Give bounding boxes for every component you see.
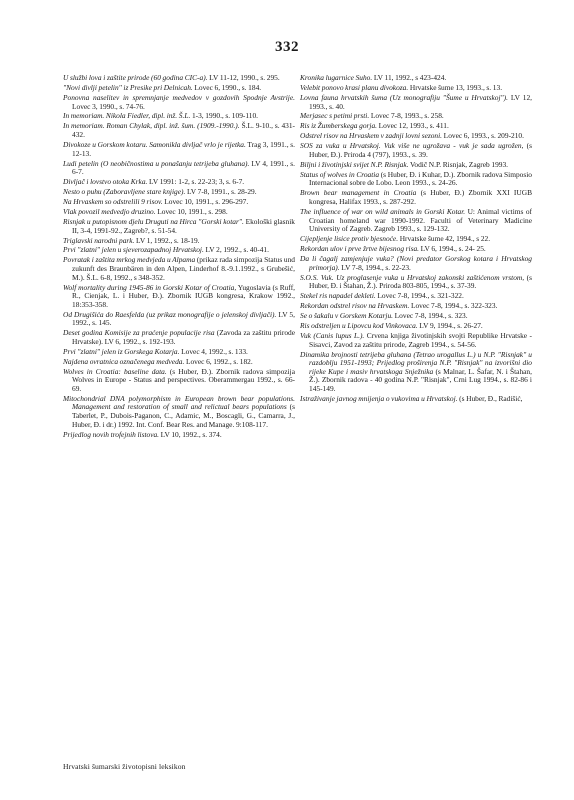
entry-reference: (s Huber, Đ.). Zbornik radova simpozija Wolves in Europe - Status and perspectives. Oberammergau 1992., s. 66-69. — [72, 366, 295, 393]
bibliography-entry — [63, 198, 295, 207]
entry-reference: LV 11, 1992., s 423-424. — [372, 73, 447, 82]
entry-reference: 1-3, 1990., s. 109-110. — [190, 111, 259, 121]
entry-reference: Lovec 7-8, 1994., s. 322-323. — [409, 301, 498, 311]
bibliography-entry — [63, 160, 295, 177]
bibliography-entry — [300, 235, 532, 244]
bibliography-entry — [300, 351, 532, 394]
entry-reference: Lovec 6, 1990., s. 184. — [192, 82, 262, 92]
bibliography-entry — [63, 395, 295, 429]
entry-reference: LV 9, 1994., s. 26-27. — [417, 321, 483, 331]
entry-reference: (s Huber, Đ. i Štahan, Ž.). Priroda 803-805, 1994., s. 37-39. — [309, 272, 532, 291]
entry-title: Deset godina Komisije za praćenje populacije risa — [63, 328, 215, 338]
bibliography-entry — [63, 256, 295, 282]
entry-reference: (s Huber, Đ., Radišić, — [457, 393, 523, 403]
entry-reference: Lovec 10, 1991., s. 296-297. — [162, 197, 249, 207]
entry-reference: LV 2, 1992., s. 40-41. — [203, 245, 269, 255]
entry-title: Od Drugišića do Raesfelda (uz prikaz monografije o jelenskoj divljači). — [63, 309, 277, 319]
bibliography-entry — [300, 122, 532, 131]
bibliography-entry — [63, 141, 295, 158]
entry-reference: Lovec 7-8, 1993., s. 258. — [369, 111, 444, 121]
entry-title: Da li čagalj zamjenjuje vuka? (Novi predator Gorskog kotara i Hrvatskog primorja). — [300, 254, 532, 272]
bibliography-entry — [63, 358, 295, 367]
entry-reference: LV 7-8, 1994., s. 22-23. — [339, 262, 411, 272]
bibliography-entry — [300, 292, 532, 301]
entry-title: Wolves in Croatia: baseline data. — [63, 366, 167, 376]
entry-reference: Lovec 4, 1992., s. 133. — [179, 346, 248, 356]
entry-reference: Yugoslavia (s Ruff, R., Cienjak, L. i Huber, Đ.). Zbornik IUGB kongresa, Krakow 1992., 18:353-358. — [72, 282, 296, 309]
bibliography-entry — [300, 274, 532, 291]
entry-title: S.O.S. Vuk. Uz proglasenje vuka u Hrvatskoj zakonski zaštićenom vrstom, — [300, 272, 525, 282]
entry-reference: Lovec 6, 1992., s. 182. — [184, 356, 253, 366]
entry-reference: (Zavoda za zaštitu prirode Hrvatske). LV 6, 1992., s. 192-193. — [72, 328, 295, 346]
bibliography-entry — [300, 245, 532, 254]
entry-reference: (s Huber, Đ.) Zbornik XXI IUGB kongresa, Halifax 1993., s. 287-292. — [309, 188, 532, 207]
entry-title: Biljni i životinjski svijet N.P. Risnjak. — [300, 159, 409, 169]
bibliography-entry — [63, 218, 295, 235]
entry-reference: Lovec 12, 1993., s. 411. — [377, 121, 449, 131]
bibliography-entry — [63, 188, 295, 197]
entry-reference: Lovec 6, 1993., s. 209-210. — [442, 131, 524, 141]
bibliography-entry — [63, 178, 295, 187]
entry-title: Risnjak u putopisnom djelu Druguti na Hirca "Gorski kotar". — [63, 216, 244, 226]
bibliography-entry — [63, 237, 295, 246]
bibliography-entry — [63, 284, 295, 310]
entry-title: Rekordan odstrel risov na Hrvaskem. — [300, 301, 410, 311]
entry-reference: LV 7-8, 1991., s. 28-29. — [185, 187, 257, 197]
entry-reference: LV 5, 1992., s. 145. — [72, 309, 295, 328]
entry-title: Mitochondrial DNA polymorphism in European brown bear populations. Management and restoration of small and relictual bears populations — [63, 393, 295, 412]
entry-title: "Novi divlji petelin" iz Presike pri Delnicah. — [63, 82, 193, 92]
entry-title: Lovna fauna hrvatskih šuma (Uz monografiju "Šume u Hrvatskoj"). — [300, 92, 508, 102]
entry-title: Na Hrvaskem so odstrelili 9 risov. — [63, 197, 163, 207]
bibliography-entry — [63, 311, 295, 328]
entry-title: In memoriam. Roman Chylak, dipl. inž. šum. (1909.-1990.). — [63, 121, 240, 131]
entry-reference: LV 4, 1991., s. 6-7. — [72, 158, 296, 177]
entry-reference: Lovec 7-8, 1994., s. 321-322. — [375, 291, 464, 301]
entry-reference: U: Animal victims of Croatian homeland war 1990-1992. Faculti of Veterinary Madicine University of Zagreb. Zagreb 1993., s. 129-132. — [309, 207, 532, 234]
entry-reference: (s Huber, Đ. i Kuhar, D.). Zbornik radova Simposio Internacional sobre de Lobo. Leon 1993., s. 24-26. — [309, 169, 532, 188]
entry-reference: Hrvatske šume 42, 1994., s 22. — [398, 234, 491, 244]
entry-title: Se o šakalu v Gorskem Kotarju. — [300, 311, 394, 321]
entry-reference: Lovec 10, 1991., s. 298. — [155, 207, 228, 216]
bibliography-entry — [63, 246, 295, 255]
bibliography-entry — [63, 84, 295, 93]
entry-title: In memoriam. Nikola Fiedler, dipl. inž. Š.L. — [63, 111, 191, 121]
entry-title: Divljač i lovstvo otoka Krka. — [63, 177, 148, 187]
bibliography-entry — [63, 94, 295, 111]
entry-title: Ludi petelin (O neobičnostima u ponašanju tetrijeba gluhana). — [63, 158, 250, 168]
entry-title: Prvi "zlatni" jelen u sjeverozapadnoj Hrvatskoj. — [63, 245, 204, 255]
bibliography-entry — [300, 84, 532, 93]
entry-title: The influence of war on wild animals in Gorski Kotar. — [300, 207, 466, 216]
entry-reference: Crvena knjiga životinjskih svojti Republike Hrvatske - Sisavci, Zavod za zaštitu prirode, Zagreb 1994., s. 54-56. — [309, 331, 532, 349]
entry-title: Prijedlog novih trofejnih listova. — [63, 429, 160, 439]
entry-title: Ris odstreljen u Lipovcu kod Vinkovaca. — [300, 321, 418, 331]
bibliography-entry — [300, 208, 532, 234]
bibliography-entry — [63, 208, 295, 217]
bibliography-entry — [300, 161, 532, 170]
bibliography-entry — [300, 94, 532, 111]
entry-reference: LV 10, 1992., s. 374. — [159, 429, 222, 439]
entry-reference: LV 1991: 1-2, s. 22-23; 3, s. 6-7. — [147, 177, 245, 187]
entry-reference: (s Taberlet, P., Dubois-Paganon, C., Adamic, M., Boscagli, G., Camarra, J., Huber, Đ. i dr.) 1992. Int. Conf. Bear Res. and Manage. 9:108-117. — [72, 402, 295, 429]
entry-title: Wolf mortality during 1945-86 in Gorski Kotar of Croatia, — [63, 282, 237, 292]
entry-title: Istraživanje javnog mnijenja o vukovima u Hrvatskoj. — [300, 393, 458, 403]
entry-title: Triglavski narodni park. — [63, 235, 135, 245]
entry-title: Divokoze u Gorskom kotaru. Samonikla divljač vrlo je rijetka. — [63, 140, 246, 149]
entry-title: Nesto o puhu (Zaboravljene stare knjige). — [63, 187, 186, 197]
entry-reference: Vodič N.P. Risnjak, Zagreb 1993. — [408, 159, 509, 169]
bibliography-entry — [300, 189, 532, 206]
entry-reference: LV 1, 1992., s. 18-19. — [134, 235, 200, 245]
bibliography-entry — [63, 431, 295, 440]
entry-title: U službi lova i zaštite prirode (60 godina CIC-a). — [63, 73, 208, 82]
entry-title: Merjasec s petimi prsti. — [300, 111, 370, 121]
entry-title: Odstrel risov na Hrvaskem v zadnji lovni sezoni. — [300, 131, 443, 141]
entry-title: Ponovna naselitev in spremnjanje medvedov v gozdovih Spodnje Avstrije. — [63, 92, 295, 102]
bibliography-entry — [300, 255, 532, 272]
entry-reference: Trag 3, 1991., s. 12-13. — [72, 140, 295, 158]
right-column — [300, 74, 532, 405]
entry-title: Dinamika brojnosti tetrijeba gluhana (Tetrao urogallus L.) u N.P. "Risnjak" u razdoblju 1951-1993; Prijedlog proširenja N.P. "Risnjak" na izvorišni dio rijeke Kupe i masiv hrvatskoga Snježnika — [300, 349, 532, 376]
bibliography-entry — [63, 112, 295, 121]
entry-title: Velebit ponovo krasi planu divokoza. — [300, 82, 409, 92]
bibliography-entry — [300, 322, 532, 331]
entry-title: Rekordan ulov i prve žrtve bijesnog risa. — [300, 244, 420, 254]
entry-reference: LV 12, 1993., s. 40. — [309, 92, 532, 111]
bibliography-entry — [300, 112, 532, 121]
bibliography-entry — [63, 122, 295, 139]
entry-title: Prvi "zlatni" jelen iz Gorskega Kotarja. — [63, 346, 180, 356]
entry-title: Stekel ris napadel dekleti. — [300, 291, 376, 301]
bibliography-entry — [300, 312, 532, 321]
bibliography-entry — [300, 171, 532, 188]
entry-title: Vlak povozil medvedjo druzino. — [63, 207, 156, 216]
entry-reference: Ekološki glasnik II, 3-4, 1991-92., Zagreb?, s. 51-54. — [72, 216, 295, 235]
bibliography-entry — [63, 74, 295, 83]
left-column — [63, 74, 295, 441]
bibliography-entry — [300, 142, 532, 159]
bibliography-entry — [300, 302, 532, 311]
entry-reference: (s Malnar, L. Šafar, N. i Štahan, Ž.). Zbornik radova - 40 godina N.P. "Risnjak", Crni Lug 1994., s. 82-86 i 145-149. — [309, 366, 532, 393]
bibliography-entry — [300, 74, 532, 83]
bibliography-entry — [300, 132, 532, 141]
entry-reference: LV 11-12, 1990., s. 295. — [207, 73, 280, 82]
bibliography-entry — [63, 329, 295, 346]
entry-title: Brown bear management in Croatia — [300, 188, 417, 198]
entry-reference: LV 6, 1994., s. 24- 25. — [419, 244, 486, 254]
entry-reference: Hrvatske šume 13, 1993., s. 13. — [408, 82, 503, 92]
bibliography-entry — [300, 332, 532, 349]
entry-title: SOS za vuka u Hrvatskoj. Vuk više ne ugrožava - vuk je sada ugrožen, — [300, 141, 524, 151]
entry-title: Kronika lugarnice Suho. — [300, 73, 373, 82]
entry-title: Najdena ovratnica označenega medveda. — [63, 356, 185, 366]
entry-reference: Lovec 3, 1990., s. 74-76. — [72, 101, 145, 111]
entry-reference: (s Huber, Đ.). Priroda 4 (797), 1993., s. 39. — [309, 141, 532, 159]
bibliography-entry — [63, 348, 295, 357]
entry-reference: Lovec 7-8, 1994., s. 323. — [393, 311, 468, 321]
entry-title: Cijepljenje lisice protiv bjesnoće. — [300, 234, 399, 244]
bibliography-entry — [300, 395, 532, 404]
entry-title: Vuk (Canis lupus L.). — [300, 331, 365, 341]
entry-title: Povratak i zaštita mrkog medvjeda u Alpama — [63, 255, 196, 265]
entry-title: Status of wolves in Croatia — [300, 169, 380, 179]
entry-title: Ris iz Žumberskega gorja. — [300, 121, 378, 131]
footer-title: Hrvatski šumarski životopisni leksikon — [63, 762, 186, 771]
entry-reference: Š.L. 9-10., s. 431-432. — [72, 121, 295, 140]
bibliography-entry — [63, 368, 295, 394]
entry-reference: (prikaz rada simpozija Status und zukunft des Braunbären in den Alpen, Linderhof 8.-9.1.1992., s Grubešić, M.). Š.L. 6-8, 1992., s 348-352. — [72, 255, 295, 282]
page-number: 332 — [275, 39, 299, 55]
